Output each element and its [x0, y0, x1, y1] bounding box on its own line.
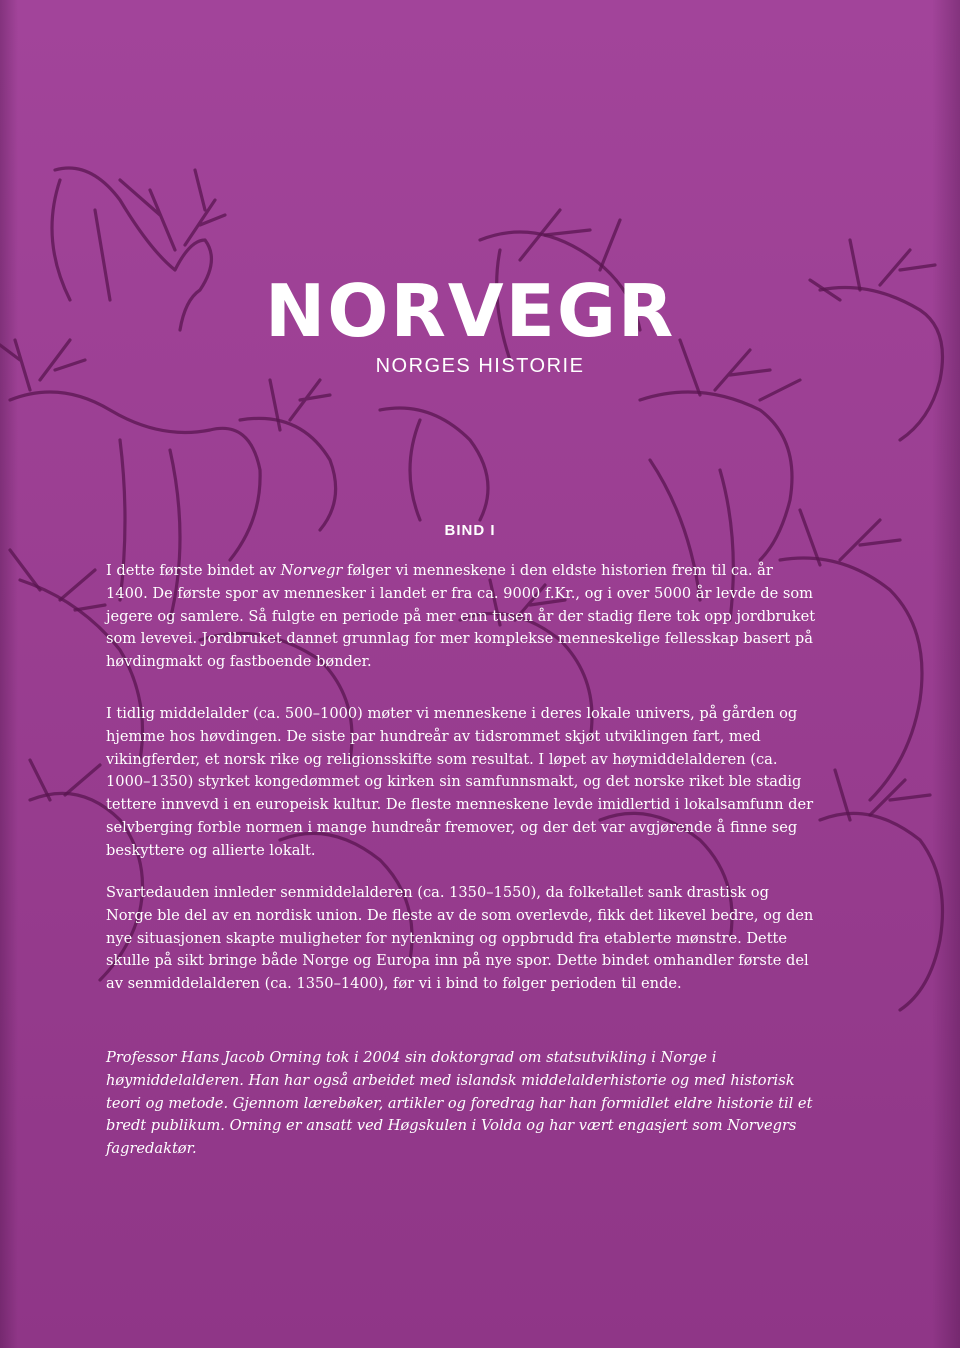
reindeer-line — [820, 813, 943, 1010]
reindeer-line — [640, 392, 792, 560]
paragraph-intro — [106, 560, 818, 674]
reindeer-antler — [680, 340, 800, 400]
reindeer-line — [10, 392, 260, 560]
reindeer-antler — [270, 380, 330, 430]
norvegr-logo — [255, 248, 675, 358]
svg-text:NORVEGR: NORVEGR — [265, 269, 675, 353]
author-bio: Professor Hans Jacob Orning tok i 2004 sin doktorgrad om statsutvikling i Norge i høymiddelalderen. Han har også arbeidet med islandsk middelalderhistorie og med historisk teori og metode. Gjennom lærebøker, artikler og foredrag har han formidlet eldre historie til et bredt publikum. Orning er ansatt ved Høgskulen i Volda og har vært engasjert som Norvegrs fagredaktør. — [106, 1049, 813, 1158]
reindeer-line — [820, 288, 943, 441]
volume-label: BIND I — [444, 522, 496, 539]
paragraph-middle-ages: I tidlig middelalder (ca. 500–1000) møter vi menneskene i deres lokale univers, på gården og hjemme hos høvdingen. De siste par hundreår av tidsrommet skjøt utviklingen fart, med vikingferder, et norsk rike og religionsskifte som resultat. I løpet av høymiddelalderen (ca. 1000–1350) styrket kongedømmet og kirken sin samfunnsmakt, og det norske riket ble stadig tettere innvevd i en europeisk kultur. De fleste menneskene levde imidlertid i lokalsamfunn der selvberging forble normen i mange hundreår fremover, og der det var avgjørende å finne seg beskyttere og allierte lokalt. — [106, 705, 814, 859]
reindeer-line — [380, 408, 488, 520]
paragraph-late-middle-ages: Svartedauden innleder senmiddelalderen (ca. 1350–1550), da folketallet sank drastisk og Norge ble del av en nordisk union. De fleste av de som overlevde, fikk det likevel bedre, og den nye situasjonen skapte muligheter for nytenkning og oppbrudd fra etablerte mønstre. Dette skulle på sikt bringe både Norge og Europa inn på nye spor. Dette bindet omhandler første del av senmiddelalderen (ca. 1350–1400), før vi i bind to følger perioden til ende. — [106, 884, 814, 993]
reindeer-antler — [0, 340, 85, 390]
series-name-emphasis: Norvegr — [280, 562, 343, 579]
reindeer-antler — [120, 170, 225, 250]
paragraph-intro-rest: følger vi menneskene i den eldste historien frem til ca. år 1400. De første spor av mennesker i landet er fra ca. 9000 f.Kr., og i over 5000 år levde de som jegere og samlere. Så fulgte en periode på mer enn tusen år der stadig flere tok opp jordbruket som levevei. Jordbruket dannet grunnlag for mer komplekse menneskelige fellesskap basert på høvdingmakt og fastboende bønder. — [106, 562, 816, 671]
reindeer-antler — [30, 760, 100, 800]
reindeer-line — [52, 180, 110, 300]
paragraph-intro-start: I dette første bindet av — [106, 562, 281, 579]
series-subtitle: NORGES HISTORIE — [375, 355, 585, 377]
reindeer-antler — [800, 510, 900, 565]
reindeer-antler — [835, 770, 930, 820]
